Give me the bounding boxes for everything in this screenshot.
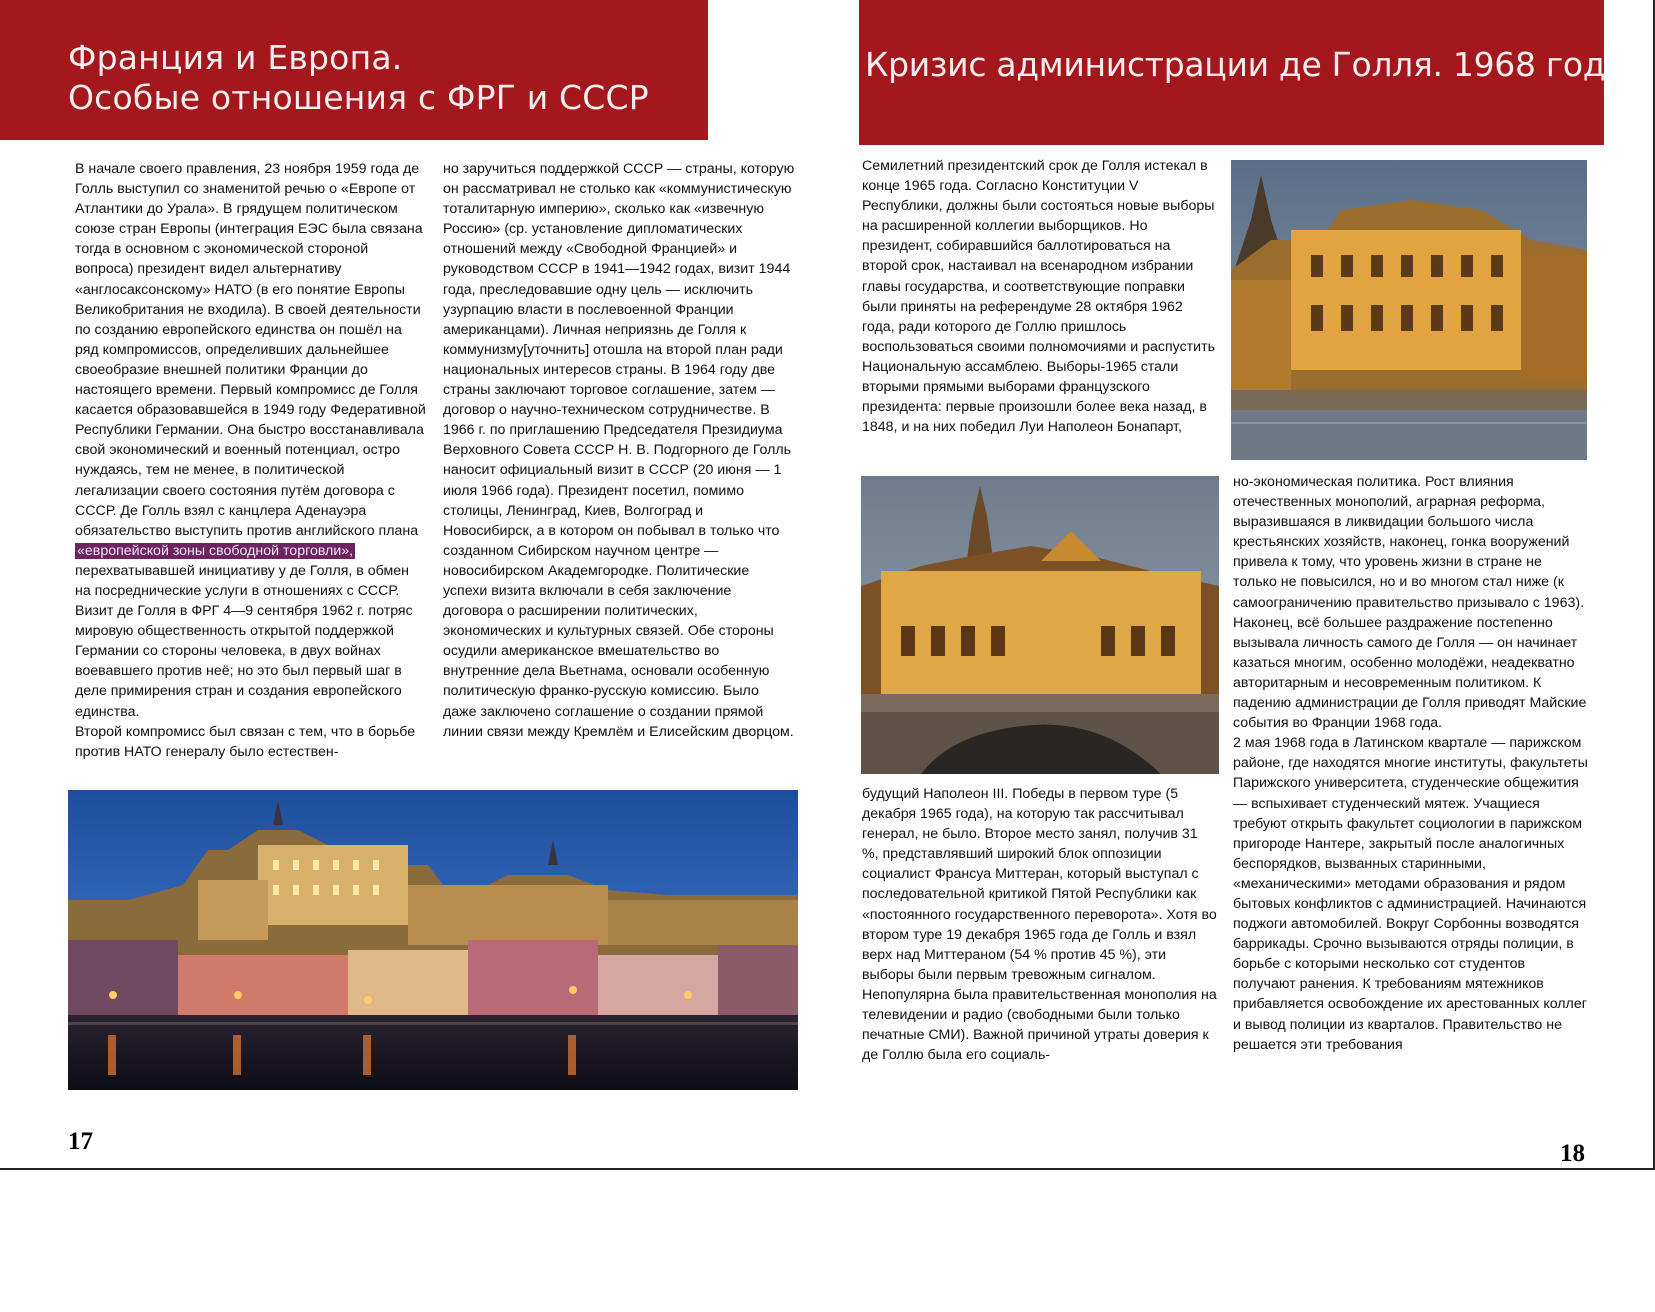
left-column-1 — [75, 159, 427, 762]
highlighted-phrase: «европейской зоны свободной торговли», — [77, 542, 354, 559]
left-title-line1: Франция и Европа. — [68, 38, 403, 77]
palace-photo-top — [1231, 160, 1587, 460]
right-col1-bottom-text-b: Непопулярна была правительственная монополия на телевидении и радио (свободными были только печатные СМИ). Важной причиной утраты доверия к де Голлю была его социаль- — [862, 986, 1217, 1064]
left-col1-text-a: В начале своего правления, 23 ноября 1959 года де Голль выступил со знаменитой речью о «Европе от Атлантики до Урала». В грядущем политическом союзе стран Европы (интеграция ЕЭС была связана тогда в основном с экономической стороной вопроса) президент видел альтернативу «англосаксонскому» НАТО (в его понятие Европы Великобритания не входила). В своей деятельности по созданию европейского единства он пошёл на ряд компромиссов, определивших дальнейшее своеобразие внешней политики Франции до настоящего времени. Первый компромисс де Голля касается образовавшейся в 1949 году Федеративной Республики Германии. Она быстро восстанавливала свой экономический и военный потенциал, остро нуждаясь, тем не менее, в политической легализации своего состояния путём договора с СССР. Де Голль взял с канцлера Аденауэра обязательство выступить против английского плана — [75, 161, 426, 539]
right-col2-text-b: 2 мая 1968 года в Латинском квартале — парижском районе, где находятся многие институты, факультеты Парижского университета, студенческие общежития — вспыхивает студенческий мятеж. Учащиеся требуют открыть факультет социологии в парижском пригороде Нантере, закрытый после аналогичных беспорядков, вызванных старинными, «механическими» методами образования и рядом бытовых конфликтов с администрацией. Начинаются поджоги автомобилей. Вокруг Сорбонны возводятся баррикады. Срочно вызываются отряды полиции, в борьбе с которыми несколько сот студентов получают ранения. К требованиям мятежников прибавляется освобождение их арестованных коллег и вывод полиции из кварталов. Правительство не решается эти требования — [1233, 735, 1588, 1053]
right-col1-bottom-text-a: будущий Наполеон III. Победы в первом туре (5 декабря 1965 года), на которую так рассчитывал генерал, не было. Второе место занял, получив 31 %, представлявший широкий блок оппозиции социалист Франсуа Миттеран, который выступал с последовательной критикой Пятой Республики как «постоянного государственного переворота». Хотя во втором туре 19 декабря 1965 года де Голль и взял верх над Миттераном (54 % против 45 %), эти выборы были первым тревожным сигналом. — [862, 786, 1217, 983]
right-col2-text-a: но-экономическая политика. Рост влияния отечественных монополий, аграрная реформа, выразившаяся в ликвидации большого числа крестьянских хозяйств, наконец, гонка вооружений привела к тому, что уровень жизни в стране не только не повысился, но и во многом стал ниже (к самоограничению правительство призывало с 1963). Наконец, всё большее раздражение постепенно вызывала личность самого де Голля — он начинает казаться многим, особенно молодёжи, неадекватно авторитарным и несовременным политиком. К падению администрации де Голля приводят Майские события во Франции 1968 года. — [1233, 474, 1587, 732]
palace-bridge-photo — [861, 476, 1219, 774]
right-page-number: 18 — [1560, 1140, 1585, 1167]
left-column-2 — [443, 159, 795, 742]
left-title-banner — [0, 0, 708, 140]
chateau-photo — [68, 790, 798, 1090]
left-col1-text-c: Второй компромисс был связан с тем, что в борьбе против НАТО генералу было естествен- — [75, 723, 416, 760]
right-col1-top-text: Семилетний президентский срок де Голля истекал в конце 1965 года. Согласно Конституции V Республики, должны были состояться новые выборы на расширенной коллегии выборщиков. Но президент, собиравшийся баллотироваться на второй срок, настаивал на всенародном избрании главы государства, и соответствующие поправки были приняты на референдуме 28 октября 1962 года, ради которого де Голлю пришлось воспользоваться своими полномочиями и распустить Национальную ассамблею. Выборы-1965 стали вторыми прямыми выборами французского президента: первые произошли более века назад, в 1848, и на них победил Луи Наполеон Бонапарт, — [862, 158, 1215, 436]
left-col1-text-b: перехватывавшей инициативу у де Голля, в обмен на посреднические услуги в отношениях с СССР. Визит де Голля в ФРГ 4—9 сентября 1962 г. потряс мировую общественность открытой поддержкой Германии со стороны человека, в двух войнах воевавшего против неё; но это был первый шаг в деле примирения стран и создания европейского единства. — [75, 562, 413, 720]
right-title-banner — [859, 0, 1604, 145]
right-column-1-bottom — [862, 784, 1217, 1065]
left-page-number: 17 — [68, 1128, 93, 1155]
right-column-2 — [1233, 472, 1589, 1055]
right-title: Кризис администрации де Голля. 1968 год — [865, 45, 1606, 84]
left-col2-text: но заручиться поддержкой СССР — страны, которую он рассматривал не столько как «коммунистическую тоталитарную империю», сколько как «извечную Россию» (ср. установление дипломатических отношений между «Свободной Францией» и руководством СССР в 1941—1942 годах, визит 1944 года, преследовавшие одну цель — исключить узурпацию власти в послевоенной Франции американцами). Личная неприязнь де Голля к коммунизму[уточнить] отошла на второй план ради национальных интересов страны. В 1964 году две страны заключают торговое соглашение, затем — договор о научно-техническом сотрудничестве. В 1966 г. по приглашению Председателя Президиума Верховного Совета СССР Н. В. Подгорного де Голль наносит официальный визит в СССР (20 июня — 1 июля 1966 года). Президент посетил, помимо столицы, Ленинград, Киев, Волгоград и Новосибирск, а в котором он побывал в только что созданном Сибирском научном центре — новосибирском Академгородке. Политические успехи визита включали в себя заключение договора о расширении политических, экономических и культурных связей. Обе стороны осудили американское вмешательство во внутренние дела Вьетнама, основали особенную политическую франко-русскую комиссию. Было даже заключено соглашение о создании прямой линии связи между Кремлём и Елисейским дворцом. — [443, 161, 795, 740]
right-column-1-top — [862, 156, 1217, 437]
left-title-line2: Особые отношения с ФРГ и СССР — [68, 78, 649, 117]
